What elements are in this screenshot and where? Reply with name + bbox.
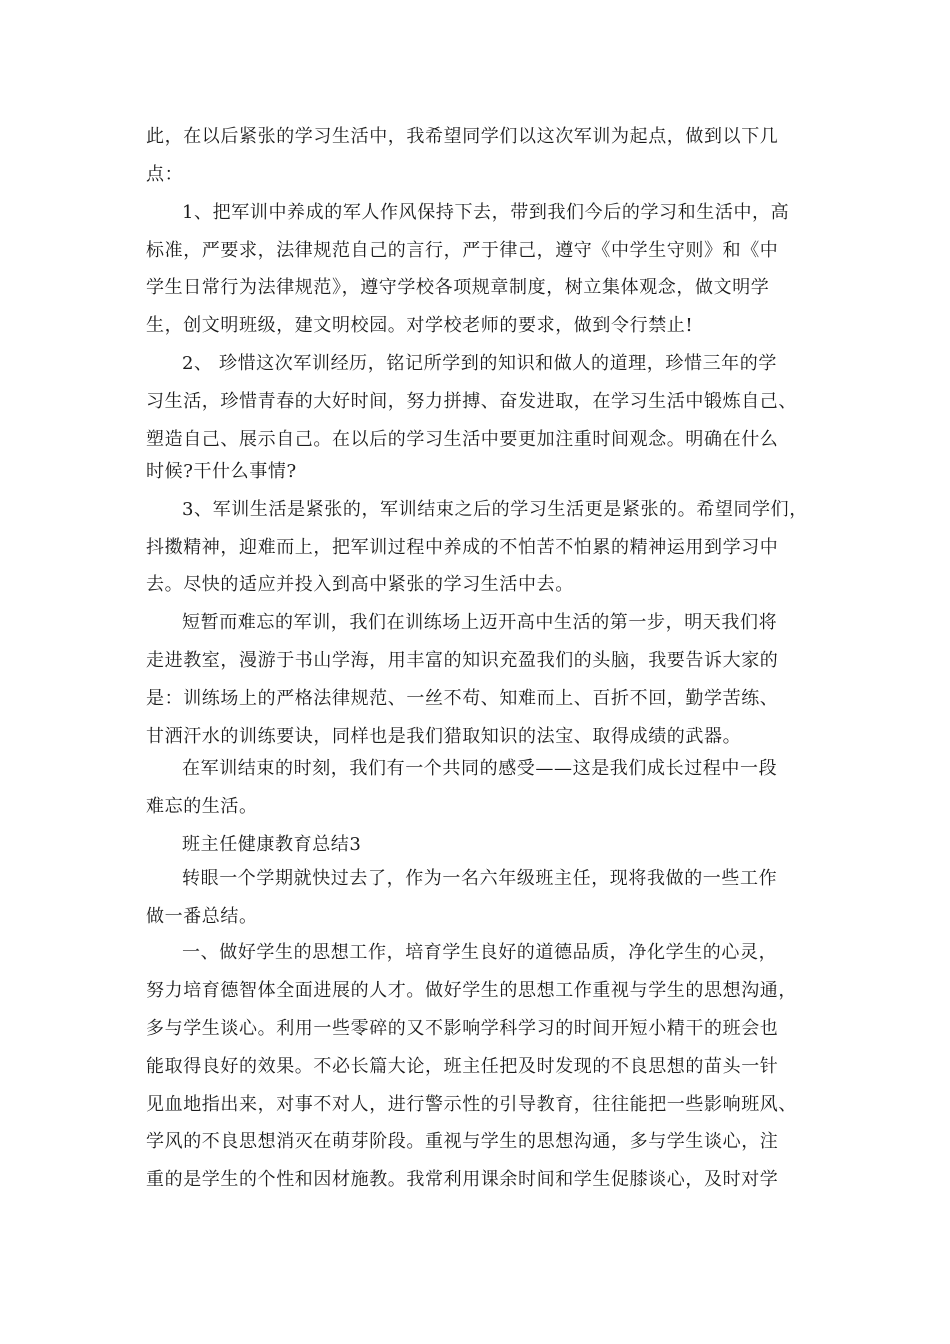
section-heading: 班主任健康教育总结3 <box>182 834 362 855</box>
text-line: 塑造自己、展示自己。在以后的学习生活中要更加注重时间观念。明确在什么 <box>146 429 779 450</box>
text-line: 学生日常行为法律规范》，遵守学校各项规章制度，树立集体观念，做文明学 <box>146 277 770 298</box>
paragraph-start: 在军训结束的时刻，我们有一个共同的感受——这是我们成长过程中一段 <box>182 758 778 779</box>
paragraph-start: 一、做好学生的思想工作，培育学生良好的道德品质，净化学生的心灵， <box>182 942 778 963</box>
text-line: 学风的不良思想消灭在萌芽阶段。重视与学生的思想沟通，多与学生谈心，注 <box>146 1131 779 1152</box>
paragraph-start: 短暂而难忘的军训，我们在训练场上迈开高中生活的第一步，明天我们将 <box>182 612 778 633</box>
text-line: 此，在以后紧张的学习生活中，我希望同学们以这次军训为起点，做到以下几 <box>146 126 779 147</box>
paragraph-start: 转眼一个学期就快过去了，作为一名六年级班主任，现将我做的一些工作 <box>182 868 778 889</box>
text-line: 甘洒汗水的训练要诀，同样也是我们猎取知识的法宝、取得成绩的武器。 <box>146 726 742 747</box>
text-line: 点： <box>146 164 184 185</box>
text-line: 是：训练场上的严格法律规范、一丝不苟、知难而上、百折不回，勤学苦练、 <box>146 688 779 709</box>
text-line: 见血地指出来，对事不对人，进行警示性的引导教育，往往能把一些影响班风、 <box>146 1094 797 1115</box>
text-line: 去。尽快的适应并投入到高中紧张的学习生活中去。 <box>146 574 574 595</box>
paragraph-start: 2、 珍惜这次军训经历，铭记所学到的知识和做人的道理，珍惜三年的学 <box>182 353 777 374</box>
text-line: 时候?干什么事情? <box>146 461 297 482</box>
text-line: 做一番总结。 <box>146 906 258 927</box>
paragraph-start: 1、把军训中养成的军人作风保持下去，带到我们今后的学习和生活中，高 <box>182 202 790 223</box>
text-line: 难忘的生活。 <box>146 796 258 817</box>
text-line: 能取得良好的效果。不必长篇大论，班主任把及时发现的不良思想的苗头一针 <box>146 1056 779 1077</box>
text-line: 标准，严要求，法律规范自己的言行，严于律己，遵守《中学生守则》和《中 <box>146 240 779 261</box>
text-line: 生，创文明班级，建文明校园。对学校老师的要求，做到令行禁止! <box>146 315 694 336</box>
text-line: 抖擞精神，迎难而上，把军训过程中养成的不怕苦不怕累的精神运用到学习中 <box>146 537 779 558</box>
text-line: 重的是学生的个性和因材施教。我常利用课余时间和学生促膝谈心，及时对学 <box>146 1169 779 1190</box>
text-line: 走进教室，漫游于书山学海，用丰富的知识充盈我们的头脑，我要告诉大家的 <box>146 650 779 671</box>
text-line: 习生活，珍惜青春的大好时间，努力拼搏、奋发进取，在学习生活中锻炼自己、 <box>146 391 797 412</box>
text-line: 多与学生谈心。利用一些零碎的又不影响学科学习的时间开短小精干的班会也 <box>146 1018 779 1039</box>
paragraph-start: 3、军训生活是紧张的，军训结束之后的学习生活更是紧张的。希望同学们， <box>182 499 808 520</box>
text-line: 努力培育德智体全面进展的人才。做好学生的思想工作重视与学生的思想沟通， <box>146 980 797 1001</box>
